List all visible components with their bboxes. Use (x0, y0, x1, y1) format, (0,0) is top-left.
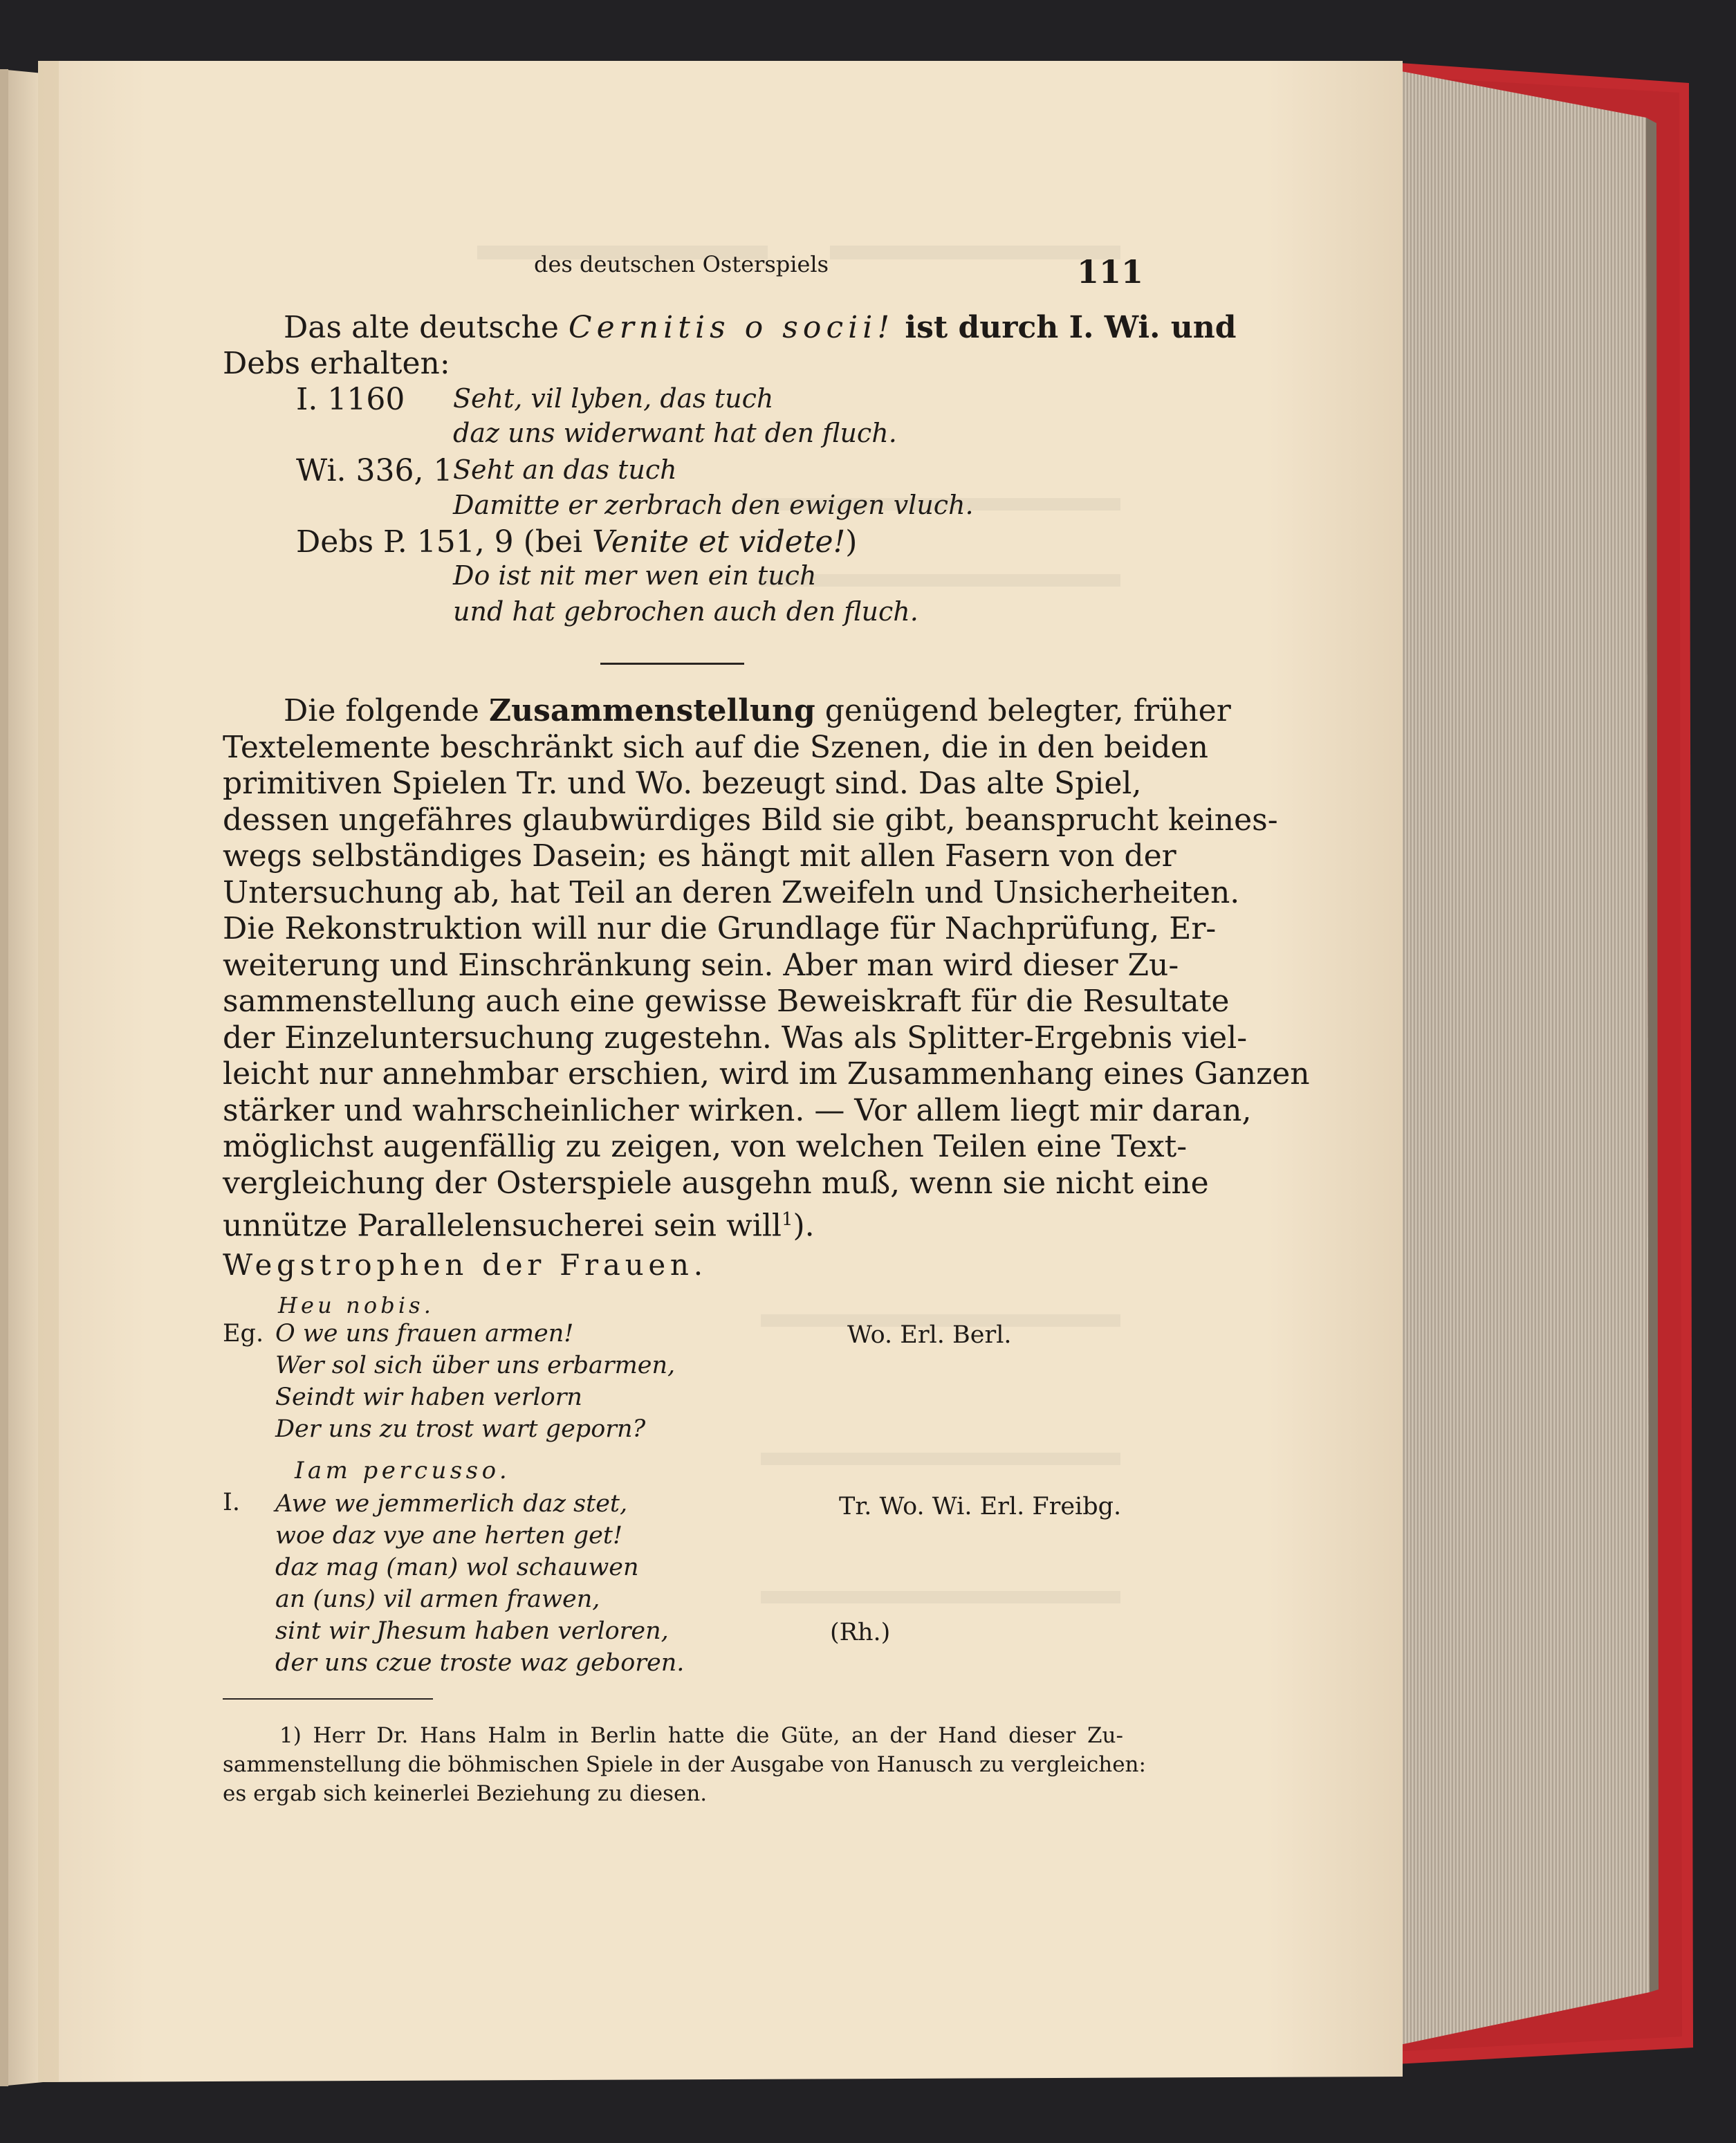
paragraph-line: dessen ungefähres glaubwürdiges Bild sie gibt, beansprucht keines- (223, 802, 1278, 838)
paragraph-line: Die Rekonstruktion will nur die Grundlage für Nachprüfung, Er- (223, 911, 1217, 946)
strophe-2-line: sint wir Jhesum haben verloren, (275, 1617, 669, 1645)
paragraph-line: vergleichung der Osterspiele ausgehn muß, wenn sie nicht eine (223, 1165, 1209, 1201)
citation-verse-1b: daz uns widerwant hat den fluch. (453, 418, 897, 448)
paragraph-first-post: genügend belegter, früher (815, 693, 1231, 728)
strophe-2-sources-extra: (Rh.) (830, 1619, 891, 1646)
page-number: 111 (1077, 253, 1144, 291)
citation-verse-3b: und hat gebrochen auch den fluch. (453, 596, 918, 627)
strophe-2-line: Awe we jemmerlich daz stet, (275, 1490, 628, 1518)
paragraph-keyword: Zusammenstellung (488, 693, 815, 728)
citation-ref-1: I. 1160 (296, 382, 405, 417)
citation-verse-3a: Do ist nit mer wen ein tuch (453, 560, 817, 591)
paragraph-first-pre: Die folgende (284, 693, 489, 728)
paragraph-line: stärker und wahrscheinlicher wirken. — Vor allem liegt mir daran, (223, 1092, 1252, 1128)
citation-note-pre: (bei (523, 524, 593, 560)
paragraph-line-1 (223, 693, 1231, 730)
citation-ref-3: Debs P. 151, 9 (296, 524, 514, 560)
paragraph-line: möglichst augenfällig zu zeigen, von welchen Teilen eine Text- (223, 1129, 1188, 1164)
citation-verse-1a: Seht, vil lyben, das tuch (453, 383, 774, 414)
footnote-marker: 1) (279, 1723, 302, 1748)
citation-ref-2: Wi. 336, 1 (296, 453, 453, 488)
paragraph-line: weiterung und Einschränkung sein. Aber man wird dieser Zu- (223, 947, 1179, 983)
footnote (223, 1721, 1146, 1808)
strophe-siglum-2: I. (223, 1489, 240, 1516)
footnote-reference[interactable]: 1 (781, 1209, 793, 1230)
footnote-text: Herr Dr. Hans Halm in Berlin hatte die Güte, an der Hand dieser Zu- (313, 1723, 1123, 1748)
paragraph-line: primitiven Spielen Tr. und Wo. bezeugt sind. Das alte Spiel, (223, 766, 1142, 801)
citation-verse-2a: Seht an das tuch (453, 454, 677, 485)
strophe-1-line: Wer sol sich über uns erbarmen, (275, 1352, 676, 1379)
citation-verse-2b: Damitte er zerbrach den ewigen vluch. (453, 490, 974, 520)
paragraph-line: Untersuchung ab, hat Teil an deren Zweifeln und Unsicherheiten. (223, 874, 1240, 910)
strophe-1-line: Der uns zu trost wart geporn? (275, 1415, 646, 1443)
strophe-siglum-1: Eg. (223, 1320, 264, 1348)
strophe-1-line: Seindt wir haben verlorn (275, 1383, 582, 1411)
running-header: des deutschen Osterspiels (534, 251, 829, 277)
paragraph-line: leicht nur annehmbar erschien, wird im Zusammenhang eines Ganzen (223, 1056, 1310, 1092)
section-heading: Wegstrophen der Frauen. (223, 1248, 708, 1282)
footnote-line-1 (223, 1721, 1123, 1750)
strophe-2-line: an (uns) vil armen frawen, (275, 1585, 600, 1613)
citation-note-italic: Venite et videte! (592, 524, 846, 560)
intro-text-post: ist durch I. Wi. und (894, 310, 1237, 345)
footnote-rule (223, 1698, 433, 1700)
citation-note-post: ) (845, 524, 858, 560)
main-paragraph (223, 693, 1310, 1244)
paragraph-line: der Einzeluntersuchung zugestehn. Was als Splitter-Ergebnis viel- (223, 1020, 1248, 1056)
strophe-title-2: Iam percusso. (295, 1457, 511, 1484)
strophe-2-sources: Tr. Wo. Wi. Erl. Freibg. (839, 1493, 1122, 1520)
paragraph-last-line (223, 1202, 1123, 1244)
intro-text-pre: Das alte deutsche (284, 310, 569, 345)
section-divider-rule (600, 663, 744, 665)
strophe-2-line: woe daz vye ane herten get! (275, 1522, 623, 1549)
footnote-line-last: es ergab sich keinerlei Beziehung zu diesen. (223, 1781, 708, 1806)
spaced-title-cernitis: Cernitis o socii! (568, 310, 895, 345)
paragraph-line: Textelemente beschränkt sich auf die Szenen, die in den beiden (223, 729, 1208, 765)
footnote-line: sammenstellung die böhmischen Spiele in der Ausgabe von Hanusch zu vergleichen: (223, 1752, 1146, 1777)
strophe-1-sources: Wo. Erl. Berl. (847, 1321, 1012, 1349)
strophe-2-line: der uns czue troste waz geboren. (275, 1649, 685, 1677)
paragraph-last-text: unnütze Parallelensucherei sein will (223, 1208, 782, 1244)
strophe-2-line: daz mag (man) wol schauwen (275, 1554, 639, 1581)
paragraph-line: sammenstellung auch eine gewisse Beweiskraft für die Resultate (223, 984, 1230, 1019)
paragraph-line: wegs selbständiges Dasein; es hängt mit allen Fasern von der (223, 838, 1176, 874)
intro-line-1 (284, 310, 1237, 345)
citation-ref-3-line (296, 524, 857, 560)
intro-line-2: Debs erhalten: (223, 346, 450, 381)
strophe-1-line: O we uns frauen armen! (275, 1320, 574, 1348)
strophe-title-1: Heu nobis. (278, 1292, 435, 1318)
paragraph-last-end: ). (793, 1208, 815, 1244)
